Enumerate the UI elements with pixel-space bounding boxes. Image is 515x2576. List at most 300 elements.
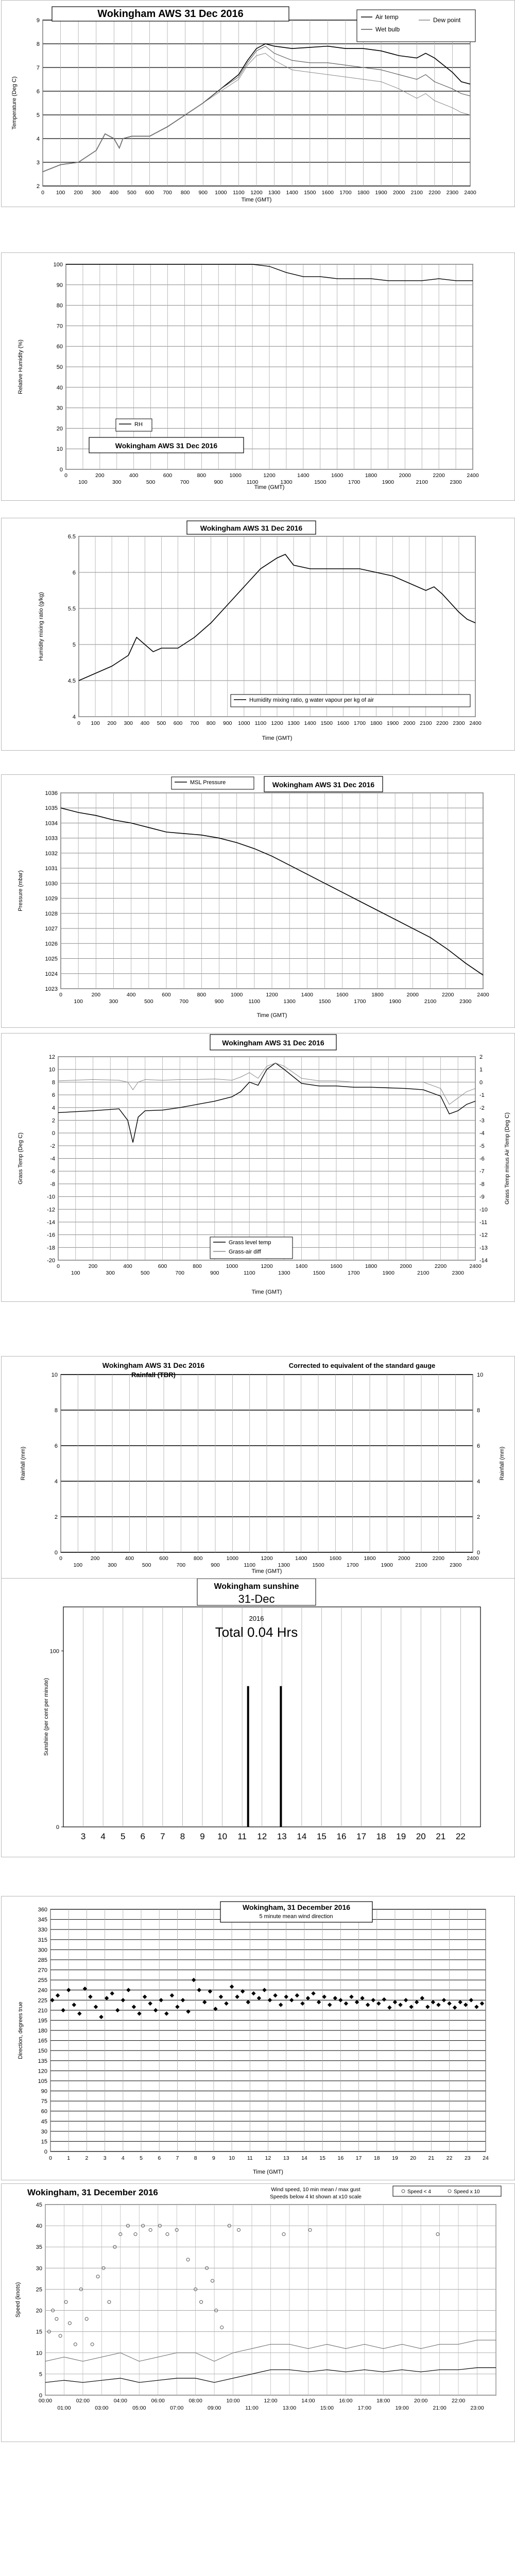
y-tick-label: 25 <box>36 2286 42 2293</box>
x-tick-label: 2100 <box>420 720 432 726</box>
y-tick-label: 4 <box>72 714 76 720</box>
direction-point <box>420 1996 424 2000</box>
y-axis-label: Speed (knots) <box>15 2282 21 2318</box>
y-tick-label: 270 <box>38 1967 47 1974</box>
y-tick-label: 8 <box>52 1079 55 1086</box>
x-tick-label: 1100 <box>254 720 267 726</box>
mixing-ratio-chart <box>2 518 514 750</box>
x-tick-label: 400 <box>123 1263 132 1269</box>
x-tick-label: 01:00 <box>57 2405 71 2411</box>
direction-point <box>393 2000 397 2004</box>
chart-title: Wokingham sunshine <box>214 1582 299 1591</box>
direction-point <box>322 1994 326 1998</box>
x-tick-label: 1500 <box>312 1562 324 1568</box>
y-tick-label: 1031 <box>45 866 58 872</box>
x-tick-label: 9 <box>212 2155 215 2161</box>
x-tick-label: 22 <box>455 1832 466 1841</box>
x-tick-label: 1700 <box>348 479 360 485</box>
direction-point <box>453 2005 457 2009</box>
x-tick-label: 9 <box>200 1832 205 1841</box>
x-tick-label: 6 <box>158 2155 161 2161</box>
x-tick-label: 5 <box>140 2155 143 2161</box>
x-tick-label: 400 <box>109 190 119 196</box>
chart-title: Wokingham AWS 31 Dec 2016 <box>97 8 244 20</box>
x-axis-label: Time (GMT) <box>241 197 272 203</box>
y-tick-label: 45 <box>41 2119 47 2125</box>
x-tick-label: 700 <box>179 998 188 1005</box>
x-tick-label: 1700 <box>354 998 366 1005</box>
y-tick-label: 40 <box>56 384 63 391</box>
x-tick-label: 2300 <box>453 720 465 726</box>
speed-x10-point <box>220 2326 224 2329</box>
legend-label: MSL Pressure <box>190 779 226 786</box>
x-tick-label: 1100 <box>243 1270 255 1276</box>
x-tick-label: 1300 <box>280 479 293 485</box>
x-tick-label: 2100 <box>416 479 428 485</box>
x-tick-label: 2300 <box>459 998 472 1005</box>
x-tick-label: 1100 <box>248 998 261 1005</box>
direction-point <box>279 2003 283 2007</box>
speed-x10-point <box>308 2228 312 2231</box>
x-tick-label: 2200 <box>441 992 454 998</box>
y-axis-label: Rainfall (mm) <box>20 1446 26 1481</box>
speed-x10-point <box>59 2334 62 2337</box>
y-tick-label: 30 <box>41 2128 47 2135</box>
speed-x10-point <box>91 2343 94 2346</box>
x-tick-label: 500 <box>142 1562 151 1568</box>
y-tick-label: 2 <box>36 183 40 190</box>
y-tick-label: 180 <box>38 2028 47 2034</box>
chart-title: Wokingham, 31 December 2016 <box>27 2188 158 2197</box>
y-right-tick-label: -1 <box>479 1092 485 1099</box>
y-right-tick-label: 8 <box>477 1408 480 1414</box>
y-tick-label: 80 <box>56 302 63 309</box>
y-tick-label: 8 <box>36 41 40 47</box>
y-tick-label: 105 <box>38 2078 47 2084</box>
y-tick-label: 1028 <box>45 910 58 917</box>
y-tick-label: 15 <box>41 2139 47 2145</box>
x-tick-label: 7 <box>160 1832 165 1841</box>
y-tick-label: 6 <box>72 570 76 576</box>
x-tick-label: 700 <box>163 190 172 196</box>
direction-point <box>480 2002 484 2006</box>
x-tick-label: 1200 <box>266 992 278 998</box>
x-tick-label: 17 <box>355 2155 362 2161</box>
y-right-tick-label: -12 <box>479 1232 488 1239</box>
y-right-tick-label: 0 <box>479 1079 483 1086</box>
x-tick-label: 03:00 <box>95 2405 109 2411</box>
x-tick-label: 1100 <box>233 190 245 196</box>
direction-point <box>344 2002 348 2006</box>
y-tick-label: 0 <box>52 1130 55 1137</box>
direction-point <box>88 1994 92 1998</box>
y-tick-label: 15 <box>36 2329 42 2335</box>
plot-frame <box>63 1607 480 1827</box>
speed-x10-point <box>85 2317 88 2320</box>
x-tick-label: 900 <box>198 190 208 196</box>
direction-point <box>235 1994 239 1998</box>
x-tick-label: 2100 <box>424 998 437 1005</box>
y-tick-label: 2 <box>52 1117 55 1124</box>
x-tick-label: 16 <box>337 2155 344 2161</box>
y-tick-label: 7 <box>36 65 40 71</box>
y-tick-label: 195 <box>38 2018 47 2024</box>
y-tick-label: 1027 <box>45 926 58 933</box>
y-tick-label: 1029 <box>45 895 58 902</box>
x-tick-label: 1900 <box>375 190 387 196</box>
chart-total: Total 0.04 Hrs <box>215 1624 298 1640</box>
x-tick-label: 500 <box>157 720 166 726</box>
x-tick-label: 100 <box>73 1562 83 1568</box>
y-tick-label: -20 <box>47 1258 55 1264</box>
direction-point <box>257 1996 261 2000</box>
x-tick-label: 10:00 <box>226 2398 240 2404</box>
direction-point <box>382 1997 386 2002</box>
y-tick-label: 5 <box>39 2371 42 2378</box>
x-tick-label: 600 <box>163 472 173 479</box>
wind-speed-chart-panel <box>1 2183 515 2442</box>
y-tick-label: 60 <box>41 2108 47 2115</box>
y-axis-label: Relative Humidity (%) <box>18 340 24 394</box>
x-tick-label: 22:00 <box>451 2398 466 2404</box>
y-tick-label: 70 <box>56 323 63 330</box>
direction-point <box>284 1994 288 1998</box>
x-tick-label: 02:00 <box>76 2398 90 2404</box>
x-tick-label: 1800 <box>365 1263 377 1269</box>
x-tick-label: 21:00 <box>433 2405 447 2411</box>
x-tick-label: 18:00 <box>376 2398 390 2404</box>
x-tick-label: 600 <box>159 1555 168 1562</box>
y-tick-label: 9 <box>36 18 40 24</box>
direction-point <box>121 1998 125 2002</box>
x-axis-label: Time (GMT) <box>253 2169 283 2175</box>
y-tick-label: 40 <box>36 2223 42 2230</box>
direction-point <box>317 2000 321 2004</box>
x-tick-label: 20 <box>410 2155 417 2161</box>
y-tick-label: 0 <box>56 1824 59 1831</box>
x-tick-label: 2400 <box>467 1555 479 1562</box>
x-tick-label: 0 <box>77 720 80 726</box>
x-tick-label: 300 <box>112 479 122 485</box>
speed-x10-point <box>55 2317 58 2320</box>
direction-point <box>295 1993 299 1997</box>
direction-point <box>338 1998 342 2002</box>
y-tick-label: 1035 <box>45 805 58 812</box>
x-tick-label: 2000 <box>403 720 416 726</box>
direction-point <box>366 2003 370 2007</box>
temperature-chart <box>2 1 514 207</box>
y-tick-label: 5.5 <box>67 606 76 612</box>
y-tick-label: 4 <box>36 136 40 142</box>
y-tick-label: 315 <box>38 1937 47 1943</box>
x-tick-label: 21 <box>436 1832 446 1841</box>
x-tick-label: 1200 <box>261 1263 273 1269</box>
y-tick-label: 2 <box>54 1514 58 1520</box>
direction-point <box>126 1988 130 1992</box>
chart-note: Speeds below 4 kt shown at x10 scale <box>269 2194 362 2200</box>
y-axis-label: Grass Temp (Deg C) <box>18 1132 24 1184</box>
x-tick-label: 1400 <box>295 1555 307 1562</box>
x-tick-label: 300 <box>106 1270 115 1276</box>
y-tick-label: -4 <box>50 1156 55 1162</box>
x-tick-label: 20:00 <box>414 2398 428 2404</box>
y-right-tick-label: -9 <box>479 1194 485 1200</box>
y-right-tick-label: -10 <box>479 1207 488 1213</box>
x-tick-label: 1200 <box>250 190 263 196</box>
direction-point <box>262 1988 266 1992</box>
x-tick-label: 900 <box>214 479 224 485</box>
x-tick-label: 19 <box>392 2155 398 2161</box>
y-tick-label: 4 <box>54 1479 58 1485</box>
direction-point <box>311 1991 315 1995</box>
x-tick-label: 07:00 <box>170 2405 184 2411</box>
x-tick-label: 2 <box>85 2155 89 2161</box>
direction-point <box>219 1994 223 1998</box>
x-tick-label: 05:00 <box>132 2405 146 2411</box>
y-right-tick-label: -14 <box>479 1258 488 1264</box>
y-tick-label: 35 <box>36 2244 42 2251</box>
x-tick-label: 19:00 <box>395 2405 409 2411</box>
x-tick-label: 800 <box>197 992 207 998</box>
x-tick-label: 1000 <box>226 1263 238 1269</box>
temperature-chart-panel <box>1 0 515 207</box>
x-tick-label: 800 <box>193 1555 203 1562</box>
x-tick-label: 14 <box>301 2155 307 2161</box>
x-tick-label: 2200 <box>433 472 445 479</box>
x-tick-label: 4 <box>121 2155 125 2161</box>
x-tick-label: 20 <box>416 1832 426 1841</box>
x-tick-label: 300 <box>124 720 133 726</box>
y-tick-label: 1034 <box>45 820 58 827</box>
x-tick-label: 1900 <box>386 720 399 726</box>
x-tick-label: 1700 <box>339 190 352 196</box>
direction-point <box>425 2005 430 2009</box>
y-tick-label: 6.5 <box>67 534 76 540</box>
y-tick-label: 120 <box>38 2068 47 2075</box>
direction-point <box>148 2002 152 2006</box>
x-tick-label: 16:00 <box>339 2398 353 2404</box>
x-tick-label: 06:00 <box>151 2398 165 2404</box>
y-right-tick-label: 4 <box>477 1479 480 1485</box>
x-tick-label: 1500 <box>318 998 331 1005</box>
direction-point <box>300 2002 304 2006</box>
x-tick-label: 2100 <box>415 1562 427 1568</box>
x-tick-label: 500 <box>127 190 136 196</box>
direction-point <box>409 2005 413 2009</box>
y-right-tick-label: -2 <box>479 1105 485 1111</box>
x-axis-label: Time (GMT) <box>251 1289 282 1295</box>
speed-x10-point <box>200 2300 203 2303</box>
direction-point <box>72 2003 76 2007</box>
x-tick-label: 11 <box>237 1832 247 1841</box>
x-tick-label: 2200 <box>436 720 449 726</box>
y-tick-label: 45 <box>36 2202 42 2208</box>
direction-point <box>94 2005 98 2009</box>
y-tick-label: 30 <box>56 405 63 412</box>
x-tick-label: 1500 <box>313 1270 325 1276</box>
y-axis-label: Direction, degrees true <box>18 2002 24 2059</box>
x-tick-label: 1 <box>67 2155 71 2161</box>
pressure-chart-panel <box>1 774 515 1028</box>
y-tick-label: 6 <box>52 1092 55 1099</box>
x-axis-label: Time (GMT) <box>251 1568 282 1574</box>
pressure-chart <box>2 775 514 1027</box>
speed-x10-point <box>68 2321 71 2325</box>
direction-point <box>181 1998 185 2002</box>
x-tick-label: 600 <box>158 1263 167 1269</box>
mixing-ratio-chart-panel <box>1 518 515 751</box>
y-tick-label: 100 <box>49 1648 59 1655</box>
x-tick-label: 1000 <box>229 472 242 479</box>
y-right-tick-label: 10 <box>477 1372 484 1378</box>
x-tick-label: 2000 <box>400 1263 412 1269</box>
y-tick-label: 1024 <box>45 971 58 977</box>
direction-point <box>415 2000 419 2004</box>
x-tick-label: 1900 <box>381 1562 393 1568</box>
y-right-tick-label: -11 <box>479 1219 488 1226</box>
x-tick-label: 0 <box>57 1263 60 1269</box>
direction-point <box>464 2003 468 2007</box>
sunshine-chart-panel <box>1 1578 515 1857</box>
y-tick-label: 1033 <box>45 835 58 842</box>
direction-point <box>469 1998 473 2002</box>
direction-point <box>197 1988 201 1992</box>
direction-point <box>447 2002 451 2006</box>
x-tick-label: 17:00 <box>357 2405 371 2411</box>
direction-point <box>376 2002 381 2006</box>
direction-point <box>164 2011 168 2015</box>
x-tick-label: 2300 <box>446 190 459 196</box>
x-tick-label: 2400 <box>469 720 482 726</box>
x-tick-label: 1000 <box>215 190 227 196</box>
y-tick-label: 30 <box>36 2265 42 2272</box>
direction-point <box>474 2005 478 2009</box>
x-tick-label: 14 <box>297 1832 307 1841</box>
humidity-chart-panel <box>1 252 515 501</box>
chart-title: Wokingham, 31 December 2016 <box>242 1903 351 1911</box>
speed-x10-point <box>96 2275 99 2278</box>
direction-point <box>306 1996 310 2000</box>
x-tick-label: 15 <box>319 2155 325 2161</box>
legend-label: Humidity mixing ratio, g water vapour per kg of air <box>249 697 374 703</box>
y-tick-label: 165 <box>38 2038 47 2044</box>
y-tick-label: 285 <box>38 1957 47 1963</box>
x-tick-label: 11 <box>247 2155 253 2161</box>
rainfall-chart-panel <box>1 1356 515 1584</box>
y-tick-label: 225 <box>38 1997 47 2004</box>
x-tick-label: 200 <box>107 720 116 726</box>
x-axis-label: Time (GMT) <box>256 1012 287 1019</box>
legend-label: Grass level temp <box>229 1240 271 1246</box>
legend-label: RH <box>134 421 143 428</box>
x-tick-label: 2200 <box>434 1263 447 1269</box>
chart-title: Wokingham AWS 31 Dec 2016 <box>115 442 218 450</box>
x-tick-label: 800 <box>180 190 190 196</box>
x-tick-label: 0 <box>59 992 62 998</box>
grass-temp-chart <box>2 1033 514 1301</box>
x-tick-label: 200 <box>90 1555 100 1562</box>
x-tick-label: 1600 <box>336 992 349 998</box>
rainfall-chart <box>2 1357 514 1583</box>
x-tick-label: 1400 <box>297 472 310 479</box>
x-tick-label: 900 <box>210 1270 219 1276</box>
x-tick-label: 600 <box>173 720 183 726</box>
y-right-tick-label: 2 <box>477 1514 480 1520</box>
direction-point <box>230 1985 234 1989</box>
direction-point <box>355 2000 359 2004</box>
x-tick-label: 7 <box>176 2155 179 2161</box>
y-tick-label: 1036 <box>45 790 58 796</box>
speed-x10-point <box>108 2300 111 2303</box>
x-tick-label: 0 <box>49 2155 52 2161</box>
x-tick-label: 1300 <box>268 190 281 196</box>
direction-point <box>360 1996 364 2000</box>
x-tick-label: 2000 <box>406 992 419 998</box>
x-tick-label: 800 <box>193 1263 202 1269</box>
chart-date: 31-Dec <box>238 1592 275 1605</box>
y-tick-label: 0 <box>54 1550 58 1556</box>
x-tick-label: 2400 <box>464 190 476 196</box>
x-tick-label: 2400 <box>467 472 479 479</box>
speed-x10-point <box>186 2258 190 2261</box>
x-tick-label: 1700 <box>353 720 366 726</box>
direction-point <box>143 1994 147 1998</box>
y-tick-label: 10 <box>51 1372 58 1378</box>
x-tick-label: 800 <box>197 472 207 479</box>
y-tick-label: 10 <box>56 446 63 453</box>
direction-point <box>328 2003 332 2007</box>
y-tick-label: 6 <box>36 89 40 95</box>
x-tick-label: 19 <box>396 1832 406 1841</box>
legend-label: Dew point <box>433 16 461 24</box>
x-tick-label: 1700 <box>346 1562 359 1568</box>
y-right-tick-label: -6 <box>479 1156 485 1162</box>
x-tick-label: 18 <box>376 1832 386 1841</box>
y-tick-label: 330 <box>38 1927 47 1934</box>
wind-direction-chart <box>2 1896 514 2180</box>
x-tick-label: 200 <box>95 472 105 479</box>
x-tick-label: 1900 <box>382 479 394 485</box>
x-tick-label: 100 <box>74 998 83 1005</box>
y-tick-label: 255 <box>38 1977 47 1984</box>
x-tick-label: 200 <box>74 190 83 196</box>
y-right-tick-label: -3 <box>479 1117 485 1124</box>
x-tick-label: 2000 <box>392 190 405 196</box>
x-tick-label: 13 <box>277 1832 287 1841</box>
chart-note: Corrected to equivalent of the standard gauge <box>288 1362 436 1369</box>
x-tick-label: 700 <box>175 1270 185 1276</box>
y-tick-label: -18 <box>47 1245 55 1251</box>
y-tick-label: 5 <box>36 112 40 118</box>
chart-title: Wokingham AWS 31 Dec 2016 <box>200 524 303 532</box>
x-tick-label: 1800 <box>370 720 383 726</box>
x-tick-label: 09:00 <box>207 2405 221 2411</box>
sunshine-bar <box>247 1686 249 1827</box>
x-tick-label: 24 <box>483 2155 489 2161</box>
direction-point <box>431 2000 435 2004</box>
x-tick-label: 1200 <box>271 720 283 726</box>
x-tick-label: 800 <box>206 720 216 726</box>
speed-x10-point <box>211 2279 214 2282</box>
y-tick-label: 1030 <box>45 880 58 887</box>
direction-point <box>349 1994 353 1998</box>
speed-x10-point <box>64 2300 67 2303</box>
x-tick-label: 8 <box>180 1832 185 1841</box>
direction-point <box>175 2005 179 2009</box>
x-tick-label: 12 <box>265 2155 271 2161</box>
x-tick-label: 21 <box>428 2155 435 2161</box>
x-tick-label: 1600 <box>321 190 334 196</box>
